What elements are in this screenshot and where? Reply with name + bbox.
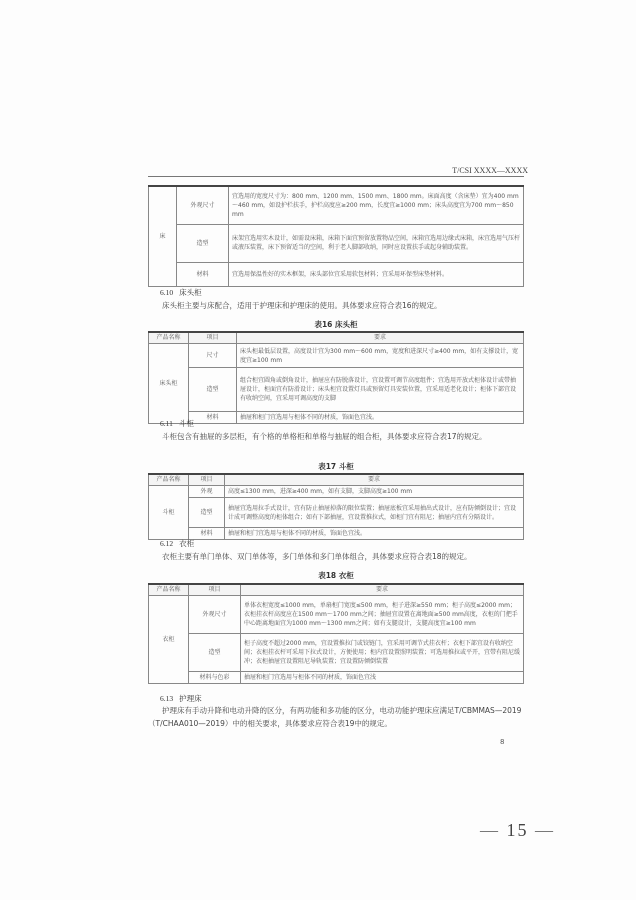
table-18-product: 衣柜 xyxy=(149,596,189,684)
table-header-cell: 项目 xyxy=(189,474,225,486)
page-number-value: 15 xyxy=(506,820,529,840)
table-18-item: 造型 xyxy=(189,634,241,672)
section-heading-6-11 xyxy=(160,418,194,429)
table-bed-req: 宜选用的宽度尺寸为：800 mm、1200 mm、1500 mm、1800 mm。床面高度（含床垫）宜为400 mm～460 mm，如设护栏扶手，护栏高度应≥200 mm，长度宜≥1000 mm；床头高度宜为700 mm～850 mm xyxy=(229,186,524,224)
table-bed-product: 床 xyxy=(149,186,177,286)
section-number: 6.12 xyxy=(160,539,174,548)
table-18 xyxy=(148,583,524,684)
table-header-cell: 产品名称 xyxy=(149,332,189,344)
table-bed-item: 造型 xyxy=(177,224,229,262)
table-16-item: 材料 xyxy=(189,412,237,424)
outer-page-number xyxy=(480,820,555,841)
table-header-cell: 要求 xyxy=(241,584,524,596)
table-header-cell: 产品名称 xyxy=(149,474,189,486)
table-18-req: 抽屉和柜门宜选用与柜体不同的材质，饰面色宜浅 xyxy=(241,672,524,684)
table-16-req: 抽屉和柜门宜选用与柜体不同的材质，饰面色宜浅。 xyxy=(237,412,524,424)
table-header-cell: 产品名称 xyxy=(149,584,189,596)
paragraph-6-12: 衣柜主要有单门单体、双门单体等，多门单体和多门单体组合，具体要求应符合表18的规定。 xyxy=(162,552,472,561)
table-header-cell: 项目 xyxy=(189,584,241,596)
section-heading-6-13 xyxy=(160,693,202,704)
table-18-req: 单体衣柜宽度≤1000 mm，单扇柜门宽度≤500 mm，柜子进深≥550 mm；柜子高度≤2000 mm；衣柜挂衣杆高度应在1500 mm～1700 mm之间；抽屉宜设置在离地面≥500 mm高度，衣柜的门把手中心距离地面宜为1000 mm～1300 mm之间；如有支腿设计，支腿高度宜≥100 mm xyxy=(241,596,524,634)
table-18-caption: 表18 衣柜 xyxy=(318,571,354,580)
table-16-req: 床头柜最低层设置，高度设计宜为300 mm～600 mm，宽度和进深尺寸≥400 mm，如有支撑设计，宽度宜≥100 mm xyxy=(237,344,524,368)
table-bed xyxy=(148,185,524,287)
header-rule xyxy=(148,176,524,177)
table-17 xyxy=(148,473,524,540)
table-header-cell: 要求 xyxy=(225,474,524,486)
table-bed-req: 宜选用保温性好的实木框架，床头部位宜采用软包材料；宜采用环保型床垫材料。 xyxy=(229,262,524,286)
section-title: 衣柜 xyxy=(179,539,195,548)
section-title: 斗柜 xyxy=(178,419,194,428)
page-dash-right: — xyxy=(528,820,555,840)
table-16-caption: 表16 床头柜 xyxy=(314,320,358,329)
table-header-cell: 要求 xyxy=(237,332,524,344)
table-16 xyxy=(148,331,524,424)
table-17-caption: 表17 斗柜 xyxy=(318,462,354,471)
section-number: 6.13 xyxy=(160,694,174,703)
table-17-req: 高度≤1300 mm，进深≥400 mm，如有支脚，支脚高度≥100 mm xyxy=(225,486,524,498)
section-number: 6.10 xyxy=(160,288,174,297)
page-dash-left: — xyxy=(480,820,507,840)
table-17-product: 斗柜 xyxy=(149,486,189,540)
table-18-item: 外观尺寸 xyxy=(189,596,241,634)
table-16-product: 床头柜 xyxy=(149,344,189,424)
table-17-item: 材料 xyxy=(189,528,225,540)
paragraph-6-10: 床头柜主要与床配合，适用于护理床和护理床的使用。具体要求应符合表16的规定。 xyxy=(162,301,442,310)
inner-page-number: 8 xyxy=(500,738,505,746)
table-bed-req: 床架宜选用实木设计，如需设床箱，床箱下面宜预留放置物品空间，床箱宜选用边缘式床箱，床宜选用气压杆或液压装置，床下预留适当的空间，利于老人脚部收纳，同时应设置扶手或起身辅助装置。 xyxy=(229,224,524,262)
table-17-req: 抽屉和柜门宜选用与柜体不同的材质，饰面色宜浅。 xyxy=(225,528,524,540)
section-heading-6-12 xyxy=(160,538,194,549)
table-16-item: 造型 xyxy=(189,368,237,412)
table-bed-item: 外观尺寸 xyxy=(177,186,229,224)
section-title: 床头柜 xyxy=(179,288,202,297)
table-bed-item: 材料 xyxy=(177,262,229,286)
table-16-req: 组合柜宜圆角或倒角设计，抽屉应有防脱落设计，宜设置可调节高度组件；宜选用开放式柜体设计或带抽屉设计，柜面宜有防滑设计；床头柜宜设置灯具或预留灯具安装位置，宜采用适老化设计；柜体下部宜设有收纳空间，宜采用可调高度的支脚 xyxy=(237,368,524,412)
table-17-req: 抽屉宜选用拉手式设计，宜有防止抽屉掉落的限位装置；抽屉底板宜采用抽出式设计，应有防倾倒设计；宜设计成可调整高度的柜体组合；如有下部抽屉，宜设置推拉式，如柜门宜有阻尼；抽屉内宜有分隔设计。 xyxy=(225,498,524,528)
table-16-item: 尺寸 xyxy=(189,344,237,368)
table-18-item: 材料与色彩 xyxy=(189,672,241,684)
table-17-item: 造型 xyxy=(189,498,225,528)
section-number: 6.11 xyxy=(160,419,173,428)
table-18-req: 柜子高度不超过2000 mm，宜设置推拉门或铰链门，宜采用可调节式挂衣杆；衣柜下部宜设有收纳空间；衣柜挂衣杆可采用下拉式设计，方便使用；柜内宜设置照明装置；可选用推拉或平开，宜带有阻尼缓冲；衣柜抽屉宜设置阻尼导轨装置；宜设置防倾倒装置 xyxy=(241,634,524,672)
table-header-cell: 项目 xyxy=(189,332,237,344)
table-17-item: 外观 xyxy=(189,486,225,498)
paragraph-6-11: 斗柜包含有抽屉的多层柜，有个格的单格柜和单格与抽屉的组合柜，具体要求应符合表17的规定。 xyxy=(162,432,487,441)
standard-code: T/CSI XXXX—XXXX xyxy=(452,166,528,175)
paragraph-6-13: 护理床有手动升降和电动升降的区分，有两功能和多功能的区分，电动功能护理床应满足T/CBMMAS—2019（T/CHAA010—2019）中的相关要求，具体要求应符合表19中的规定。 xyxy=(148,706,522,728)
section-title: 护理床 xyxy=(179,694,202,703)
section-heading-6-10 xyxy=(160,287,202,298)
